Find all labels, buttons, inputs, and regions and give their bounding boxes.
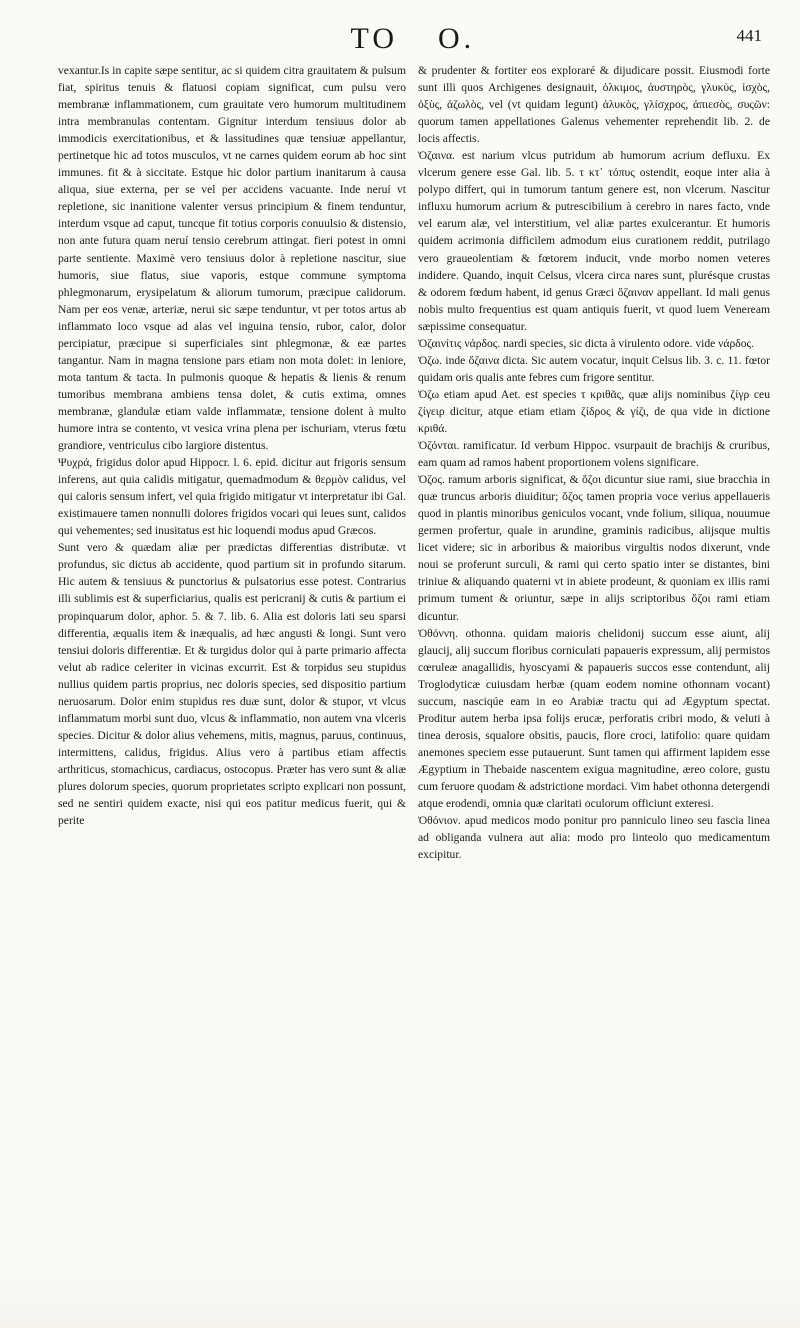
dictionary-entry: Ὀζαινα. est narium vlcus putridum ab humorum acrium defluxu. Ex vlcerum genere esse Gal. lib. 5. τ κτ᾿ τόπυς ostendit, eoque inter alia à polypo differt, qui in tumorum tantum genere est, non vlcerum. Nascitur influxu humorum acrium & putrescibilium à cerebro in nares facto, vnde vel earum alæ, vel interstitium, vel aliæ partes exulcerantur. Et humoris quidem acrimonia difficilem admodum eius curationem reddit, putrilago vero graueolentiam & fœtorem inducit, vnde morbo nomen veteres indidere. Quando, inquit Celsus, vlcera circa nares sunt, plurésque crustas & odorem fœdum habent, id genus Græci ὄζαιναν appellant. Id mali genus nobis multo frequentius est quam antiquis fuerit, vt quod luem Veneream sæpissime consequatur.: [418, 149, 770, 333]
left-paragraph: Sunt vero & quædam aliæ per prædictas differentias distributæ. vt profundus, sic dictus ab accidente, quod partium sit in profundo sitarum. Hic autem & tensiuus & punctorius & pulsatorius esse potest. Contrarius illi sublimis est & superficiarius, qualis est pericranij & cutis & partium ei propinquarum dolor, aphor. 5. & 7. lib. 6. Alia est doloris lati seu sparsi differentia, æqualis item & inæqualis, ad hæc angusti & longi. Sunt vero tensiui doloris differentiæ. Et & turgidus dolor qui à parte primario affecta velut ab radice celeriter in vicinas excurrit. Est & torpidus seu stupidus nullius quidem partis proprius, nec doloris species, sed dispositio partium neruosarum. Dolor enim stupidus res duæ sunt, dolor & stupor, vt vlcus inflammatum morbi sunt duo, vlcus & inflammatio, non autem vna vlceris species. Dicitur & dolor alius vehemens, mitis, magnus, paruus, continuus, intermittens, calidus, frigidus. Alius vero à partibus etiam affectis arthriticus, stomachicus, cardiacus, ostocopus. Præter has vero sunt & aliæ plures dolorum species, quorum proprietates scripto explicari non possunt, sed ne sentiri quidem exacte, nisi qui eos patitur medicus fuerit, qui & perite: [58, 541, 406, 828]
left-paragraph: Ψυχρά, frigidus dolor apud Hippocr. l. 6. epid. dicitur aut frigoris sensum inferens, aut quia calidis mitigatur, quemadmodum & θερμὸν calidus, vel qui caloris sensum infert, vel quia frigido mitigatur vt interpretatur ibi Gal. existimauere tamen nonnulli dolores frigidos vocari qui leues sunt, calidos qui vehementes; sed inusitatus est hic loquendi modus apud Græcos.: [58, 456, 406, 538]
running-head-right: O.: [438, 22, 476, 55]
paper-stain: [0, 1268, 800, 1328]
right-column: [418, 62, 770, 1302]
right-paragraph: & prudenter & fortiter eos exploraré & dijudicare possit. Eiusmodi forte sunt illi quos Archigenes designauit, ὁλκιμος, ἀυστηρὸς, γλυκὺς, ἰσχὸς, ὀξὺς, ἀζωλὸς, vel (vt quidam legunt) ἀλυκὸς, γλίσχρος, ἀπιεσὸς, συςῶν: quorum tamen appellationes Galenus vehementer reprehendit lib. 2. de locis affectis.: [418, 64, 770, 146]
dictionary-entry: Ὀζαινίτις νάρδος. nardi species, sic dicta à virulento odore. vide νάρδος.: [418, 336, 755, 350]
dictionary-entry: Ὀθόνιον. apud medicos modo ponitur pro panniculo lineo seu fascia linea ad obliganda vulnera aut alia: modo pro linteolo quo medicamentum excipitur.: [418, 814, 770, 862]
dictionary-entry: Ὀζόνται. ramificatur. Id verbum Hippoc. vsurpauit de brachijs & cruribus, eam quam ad ramos habent proportionem volens significare.: [418, 439, 770, 470]
running-head-left: TO: [350, 22, 398, 55]
running-head: [0, 22, 800, 62]
dictionary-entry: Ὀζος. ramum arboris significat, & ὄζοι dicuntur siue rami, siue bracchia in quæ truncus arboris diuiditur; ὄζος tamen propria voce verius appellaueris quod in plantis minoribus geniculos vocant, vnde folium, siliqua, nouumue germen profertur, quale in arundine, graminis radicibus, alijsque multis licet videre; sic in arboribus & maioribus virgultis nodos dixerunt, vnde noui se proferunt surculi, & rami qui certo spatio inter se distantes, bini triniue & aliquando quaterni vt in abiete prodeunt, & quoniam ex illis rami primum tument & oriuntur, sæpe in alijs scriptoribus ὄζοι rami etiam dicuntur.: [418, 473, 770, 623]
dictionary-entry: Ὀζω. inde ὄζαινα dicta. Sic autem vocatur, inquit Celsus lib. 3. c. 11. fœtor quidam oris qualis ante febres cum frigore sentitur.: [418, 353, 770, 384]
left-paragraph: vexantur.Is in capite sæpe sentitur, ac si quidem citra grauitatem & pulsum fiat, spiritus tenuis & flatuosi copiam significat, cum pulsu vero membranæ inflammationem, cum grauitate vero humorum multitudinem intra membranulas contentam. Gignitur interdum tensiuus dolor ab immodicis exercitationibus, et & lassitudines quæ tensiuæ appellantur, pertinetque hic ad totos musculos, vt ne carnes quidem eorum ab hoc sint immunes. fit & à siccitate. Estque hic dolor partium inanitarum à causa aliqua, siue externa, per se vel per accidens vacuante. Inde neruí vt repletione, sic inanitione valenter versus principium & finem tenduntur, interdum vsque ad caput, tuncque fit totius corporis conuulsio & distensio, non ante futura quam neruí tensio cerebrum attingat. fieri potest in omni parte sentiente. Maximè vero tensiuus dolor à repletione nascitur, siue humoris, siue flatus, siue vaporis, estque commune symptoma phlegmonarum, erysipelatum & aliorum tumorum, præcipue calidorum. Nam per eos venæ, arteriæ, nerui sic sæpe tenduntur, vt per totos artus ab inflammato loco vsque ad alas vel inguina tensio, rubor, calor, dolor percipiatur, præcipue si superficiales sint phlegmonæ, & eæ partes tangantur. Nam in magna tensione pars etiam non mota dolet: in leniore, mota tantum & tacta. In pulmonis quoque & hepatis & lienis & renum tumoribus membrana ambiens tensa dolet, & cutis extima, omnes membranæ, glandulæ etiam valde inflammatæ, tensione dolent à multo humore intra se contento, vt vesica vrina plena per ischuriam, vterus fœtu grandiore, ventriculus cibo largiore distentus.: [58, 64, 406, 453]
page-number: 441: [736, 26, 762, 45]
column-gutter: [408, 60, 410, 1310]
dictionary-entry: Ὀζω etiam apud Aet. est species τ κριθᾶς, quæ alijs nominibus ζίγρ ceu ζίγειρ dicitur, atque etiam etiam ζίδρος & γίζι, de qua vide in dictione κριθά.: [418, 387, 770, 435]
left-column: [58, 62, 406, 1302]
dictionary-entry: Ὀθόννη. othonna. quidam maioris chelidonij succum esse aiunt, alij glaucij, alij succum floribus corniculati papaueris expressum, alij permistos cœruleæ anagallidis, hyoscyami & papaueris succos esse contendunt, alij Troglodyticæ cuiusdam herbæ (quam eodem nomine othonnam vocant) succum, nasciqúe eam in eo Arabiæ tractu qui ad Ægyptum spectat. Proditur autem herba ipsa folijs erucæ, perforatis cribri modo, & veluti à tinea derosis, squalore obsitis, paucis, flore croci, latifolio: quare quidam anemones speciem esse putauerunt. Sunt tamen qui affirment lapidem esse Ægyptium in Thebaide nascentem exigua magnitudine, æreo colore, gustu cum feruore quodam & adstrictione mordaci. Vim habet othonna detergendi atque erodendi, omnia quæ claritati oculorum officiunt exteresi.: [418, 626, 770, 811]
